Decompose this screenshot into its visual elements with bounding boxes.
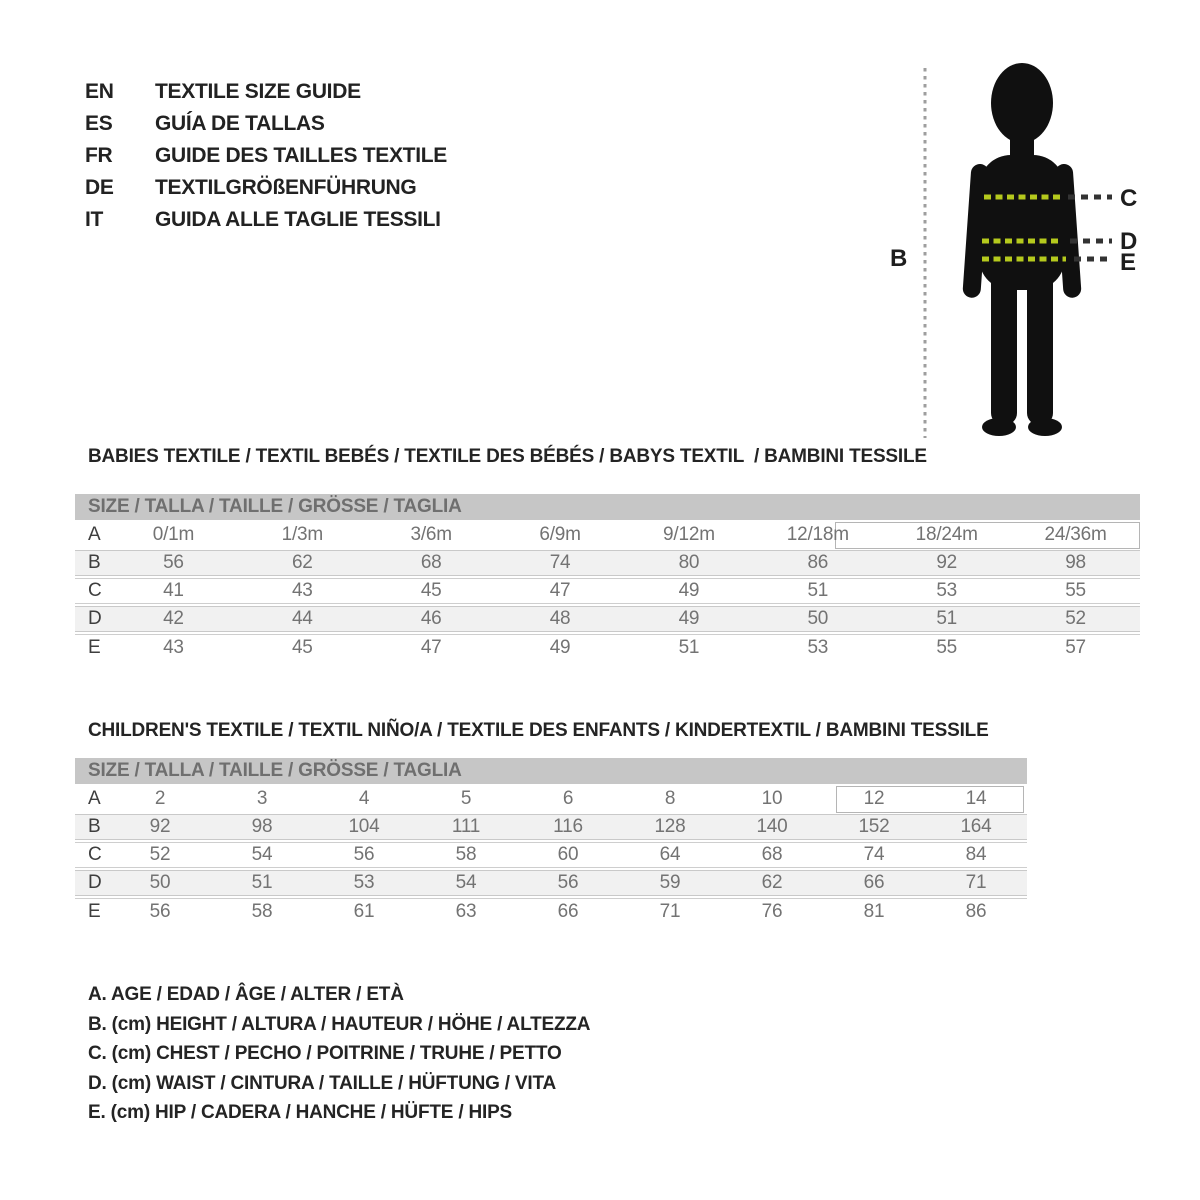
- language-row: [85, 76, 447, 108]
- table-cell: 74: [863, 844, 885, 865]
- table-cell: 10: [761, 788, 783, 809]
- table-cell: 55: [1065, 580, 1086, 601]
- table-cell: 61: [353, 900, 375, 922]
- table-cell: 24/36m: [1044, 524, 1107, 545]
- row-label: A: [88, 788, 101, 809]
- table-cell: 43: [163, 636, 184, 658]
- row-label: E: [88, 636, 101, 658]
- children-size-table: [75, 758, 1027, 924]
- babies-section-heading: BABIES TEXTILE / TEXTIL BEBÉS / TEXTILE DES BÉBÉS / BABYS TEXTIL / BAMBINI TESSILE: [88, 446, 927, 467]
- table-cell: 71: [965, 872, 987, 893]
- language-code: IT: [85, 208, 104, 231]
- row-label: D: [88, 608, 102, 629]
- table-cell: 80: [678, 552, 700, 573]
- legend-line: B. (cm) HEIGHT / ALTURA / HAUTEUR / HÖHE / ALTEZZA: [88, 1013, 591, 1035]
- table-cell: 12: [863, 788, 885, 809]
- language-row: [85, 204, 447, 236]
- measurement-legend: [88, 980, 590, 1128]
- table-cell: 9/12m: [663, 524, 715, 545]
- table-cell: 3: [256, 788, 268, 809]
- language-title: TEXTILE SIZE GUIDE: [155, 80, 361, 103]
- table-cell: 51: [678, 636, 700, 658]
- table-cell: 62: [761, 872, 783, 893]
- table-cell: 49: [678, 608, 700, 629]
- language-title: GUÍA DE TALLAS: [155, 112, 325, 135]
- table-cell: 6: [562, 788, 574, 809]
- child-figure-svg: [880, 50, 1190, 450]
- table-cell: 98: [251, 816, 273, 837]
- table-cell: 64: [659, 844, 681, 865]
- legend-line: D. (cm) WAIST / CINTURA / TAILLE / HÜFTUNG / VITA: [88, 1072, 556, 1094]
- table-cell: 59: [659, 872, 681, 893]
- row-label: A: [88, 524, 101, 545]
- table-cell: 57: [1065, 636, 1086, 658]
- table-cell: 53: [936, 580, 958, 601]
- table-cell: 42: [163, 608, 184, 629]
- table-cell: 6/9m: [539, 524, 581, 545]
- table-cell: 4: [358, 788, 370, 809]
- table-cell: 51: [807, 580, 829, 601]
- language-code: DE: [85, 176, 114, 199]
- table-cell: 52: [1065, 608, 1086, 629]
- language-code: FR: [85, 144, 113, 167]
- hip-label: E: [1120, 249, 1137, 276]
- table-cell: 104: [348, 816, 380, 837]
- table-cell: 74: [549, 552, 571, 573]
- table-cell: 14: [965, 788, 987, 809]
- table-row-D: [75, 870, 1027, 896]
- legend-line: A. AGE / EDAD / ÂGE / ALTER / ETÀ: [88, 984, 404, 1005]
- table-cell: 52: [149, 844, 171, 865]
- table-cell: 164: [960, 816, 992, 837]
- language-row: [85, 172, 447, 204]
- table-row-D: [75, 606, 1140, 632]
- table-row-C: [75, 842, 1027, 868]
- table-cell: 58: [251, 900, 273, 922]
- language-code: EN: [85, 80, 114, 103]
- table-cell: 50: [149, 872, 171, 893]
- table-cell: 60: [557, 844, 579, 865]
- table-cell: 47: [549, 580, 571, 601]
- table-cell: 47: [420, 636, 442, 658]
- language-code: ES: [85, 112, 113, 135]
- table-row-E: [75, 898, 1027, 924]
- table-row-C: [75, 578, 1140, 604]
- table-cell: 63: [455, 900, 477, 922]
- row-label: C: [88, 844, 102, 865]
- table-cell: 71: [659, 900, 681, 922]
- height-label: B: [890, 245, 908, 272]
- chest-label: C: [1120, 185, 1138, 212]
- table-cell: 98: [1065, 552, 1086, 573]
- table-cell: 56: [163, 552, 184, 573]
- table-cell: 86: [807, 552, 829, 573]
- table-cell: 49: [549, 636, 571, 658]
- table-cell: 53: [807, 636, 829, 658]
- table-row-B: [75, 814, 1027, 840]
- table-cell: 62: [291, 552, 313, 573]
- table-cell: 56: [149, 900, 171, 922]
- table-cell: 128: [654, 816, 686, 837]
- table-cell: 51: [251, 872, 273, 893]
- table-cell: 92: [149, 816, 171, 837]
- table-cell: 81: [863, 900, 885, 922]
- table-cell: 86: [965, 900, 987, 922]
- table-cell: 1/3m: [281, 524, 324, 545]
- babies-size-table: [75, 494, 1140, 660]
- table-cell: 50: [807, 608, 829, 629]
- table-cell: 12/18m: [786, 524, 849, 545]
- table-cell: 55: [936, 636, 958, 658]
- table-cell: 140: [756, 816, 788, 837]
- table-row-A: [75, 522, 1140, 548]
- language-title: GUIDE DES TAILLES TEXTILE: [155, 144, 447, 167]
- legend-line: E. (cm) HIP / CADERA / HANCHE / HÜFTE / HIPS: [88, 1102, 513, 1123]
- language-row: [85, 140, 447, 172]
- table-cell: 84: [965, 844, 987, 865]
- table-cell: 8: [664, 788, 676, 809]
- row-label: D: [88, 872, 102, 893]
- size-header-band: SIZE / TALLA / TAILLE / GRÖSSE / TAGLIA: [75, 494, 1140, 520]
- table-cell: 54: [251, 844, 273, 865]
- language-title: TEXTILGRÖßENFÜHRUNG: [155, 176, 417, 199]
- table-cell: 54: [455, 872, 477, 893]
- table-row-A: [75, 786, 1027, 812]
- table-cell: 92: [936, 552, 958, 573]
- table-cell: 58: [455, 844, 477, 865]
- table-cell: 44: [291, 608, 313, 629]
- table-cell: 43: [291, 580, 313, 601]
- child-silhouette-icon: [962, 63, 1082, 436]
- language-title: GUIDA ALLE TAGLIE TESSILI: [155, 208, 441, 231]
- language-row: [85, 108, 447, 140]
- size-header-band: SIZE / TALLA / TAILLE / GRÖSSE / TAGLIA: [75, 758, 1027, 784]
- row-label: B: [88, 552, 101, 573]
- table-cell: 2: [154, 788, 166, 809]
- row-label: C: [88, 580, 102, 601]
- table-cell: 48: [549, 608, 571, 629]
- waist-label: D: [1120, 228, 1138, 255]
- row-label: B: [88, 816, 101, 837]
- table-cell: 68: [420, 552, 442, 573]
- table-cell: 56: [353, 844, 375, 865]
- table-cell: 152: [858, 816, 890, 837]
- table-cell: 76: [761, 900, 783, 922]
- table-cell: 3/6m: [410, 524, 452, 545]
- table-row-B: [75, 550, 1140, 576]
- table-cell: 111: [451, 816, 481, 837]
- table-cell: 41: [163, 580, 184, 601]
- table-cell: 5: [460, 788, 472, 809]
- language-title-list: [85, 76, 447, 236]
- row-label: E: [88, 900, 101, 922]
- table-cell: 53: [353, 872, 375, 893]
- legend-line: C. (cm) CHEST / PECHO / POITRINE / TRUHE / PETTO: [88, 1043, 562, 1064]
- table-cell: 68: [761, 844, 783, 865]
- table-cell: 51: [936, 608, 958, 629]
- children-section-heading: CHILDREN'S TEXTILE / TEXTIL NIÑO/A / TEXTILE DES ENFANTS / KINDERTEXTIL / BAMBINI TESSILE: [88, 720, 989, 741]
- table-cell: 116: [553, 816, 583, 837]
- table-cell: 56: [557, 872, 579, 893]
- table-cell: 0/1m: [152, 524, 195, 545]
- table-cell: 49: [678, 580, 700, 601]
- child-measurement-diagram: [880, 50, 1190, 450]
- table-cell: 45: [291, 636, 313, 658]
- table-cell: 66: [863, 872, 885, 893]
- table-row-E: [75, 634, 1140, 660]
- table-cell: 46: [420, 608, 442, 629]
- table-cell: 18/24m: [915, 524, 978, 545]
- table-cell: 66: [557, 900, 579, 922]
- table-cell: 45: [420, 580, 442, 601]
